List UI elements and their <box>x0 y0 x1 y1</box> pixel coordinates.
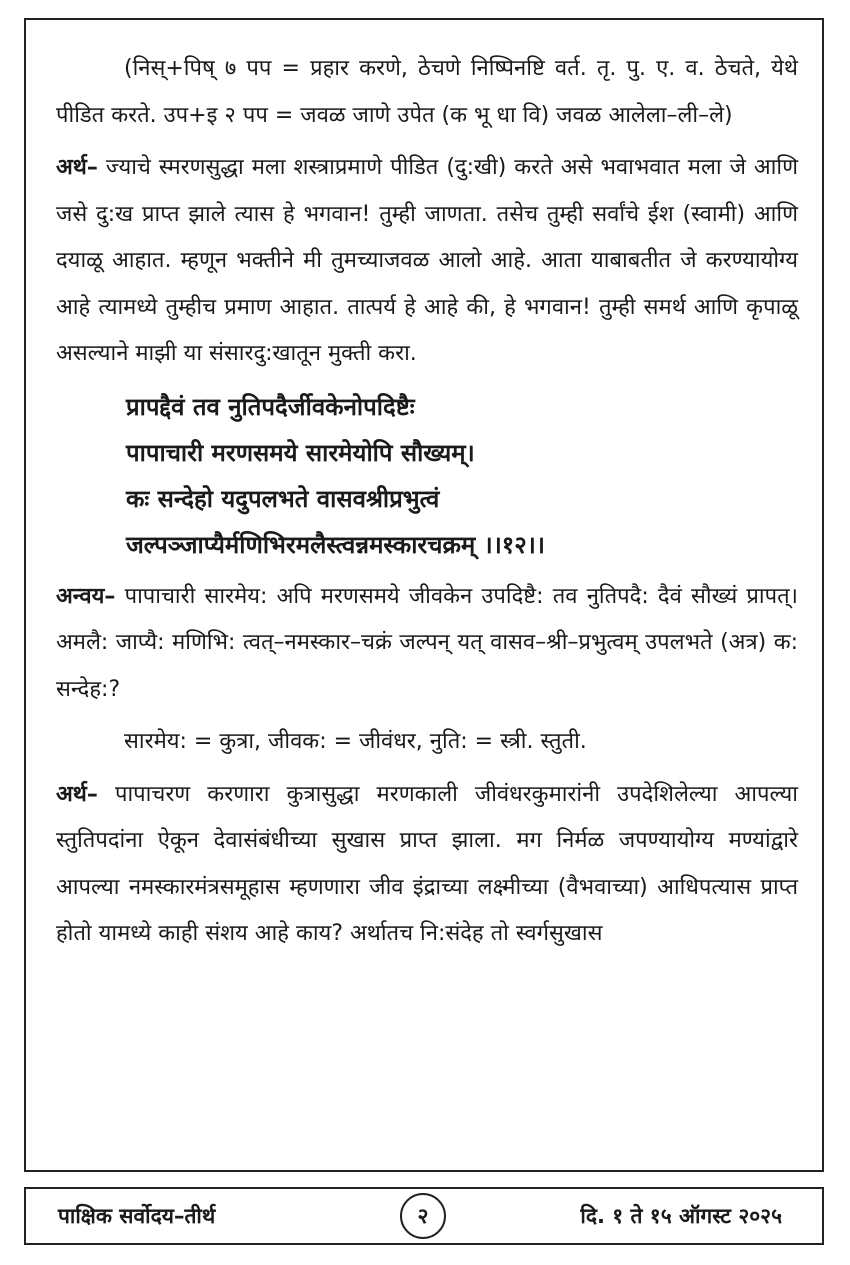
sanskrit-verse <box>126 384 798 568</box>
glossary-line: सारमेय: = कुत्रा, जीवक: = जीवंधर, नुति: = स्त्री. स्तुती. <box>124 729 587 754</box>
page-frame <box>24 18 824 1172</box>
issue-date: दि. १ ते १५ ऑगस्ट २०२५ <box>580 1204 782 1228</box>
verse-line: पापाचारी मरणसमये सारमेयोपि सौख्यम्। <box>126 438 475 467</box>
anvay-text: पापाचारी सारमेय: अपि मरणसमये जीवकेन उपदिष्टै: तव नुतिपदै: दैवं सौख्यं प्रापत्। अमलै: जाप्यै: मणिभि: त्वत्–नमस्कार–चक्रं जल्पन् यत् वासव–श्री–प्रभुत्वम् उपलभते (अत्र) क: सन्देह:? <box>56 583 798 702</box>
meaning-paragraph-2 <box>56 772 798 958</box>
page-content <box>56 46 798 964</box>
meaning-heading: अर्थ– <box>56 155 98 180</box>
publication-name: पाक्षिक सर्वोदय–तीर्थ <box>58 1204 216 1228</box>
grammar-note: (निस्+पिष् ७ पप = प्रहार करणे, ठेचणे निष्पिनष्टि वर्त. तृ. पु. ए. व. ठेचते, येथे पीडित करते. उप+इ २ पप = जवळ जाणे उपेत (क भू धा वि) जवळ आलेला–ली–ले) <box>56 56 798 128</box>
meaning-text: पापाचरण करणारा कुत्रासुद्धा मरणकाली जीवंधरकुमारांनी उपदेशिलेल्या आपल्या स्तुतिपदांना ऐकून देवासंबंधीच्या सुखास प्राप्त झाला. मग निर्मळ जपण्यायोग्य मण्यांद्वारे आपल्या नमस्कारमंत्रसमूहास म्हणणारा जीव इंद्राच्या लक्ष्मीच्या (वैभवाच्या) आधिपत्यास प्राप्त होतो यामध्ये काही संशय आहे काय? अर्थातच नि:संदेह तो स्वर्गसुखास <box>56 781 798 946</box>
verse-line: प्रापद्दैवं तव नुतिपदैर्जीवकेनोपदिष्टैः <box>126 392 415 421</box>
meaning-text: ज्याचे स्मरणसुद्धा मला शस्त्राप्रमाणे पीडित (दु:खी) करते असे भवाभवात मला जे आणि जसे दु:ख प्राप्त झाले त्यास हे भगवान! तुम्ही जाणता. तसेच तुम्ही सर्वांचे ईश (स्वामी) आणि दयाळू आहात. म्हणून भक्तीने मी तुमच्याजवळ आलो आहे. आता याबाबतीत जे करण्यायोग्य आहे त्यामध्ये तुम्हीच प्रमाण आहात. तात्पर्य हे आहे की, हे भगवान! तुम्ही समर्थ आणि कृपाळू असल्याने माझी या संसारदु:खातून मुक्ती करा. <box>56 155 798 366</box>
verse-line: जल्पञ्जाप्यैर्मणिभिरमलैस्त्वन्नमस्कारचक्रम् ।।१२।। <box>126 530 545 559</box>
meaning-heading: अर्थ– <box>56 781 98 807</box>
verse-line: कः सन्देहो यदुपलभते वासवश्रीप्रभुत्वं <box>126 484 440 513</box>
anvay-heading: अन्वय– <box>56 583 116 609</box>
page-footer <box>24 1187 824 1245</box>
meaning-paragraph-1 <box>56 145 798 378</box>
anvay-paragraph <box>56 574 798 714</box>
page-number: २ <box>400 1193 446 1239</box>
